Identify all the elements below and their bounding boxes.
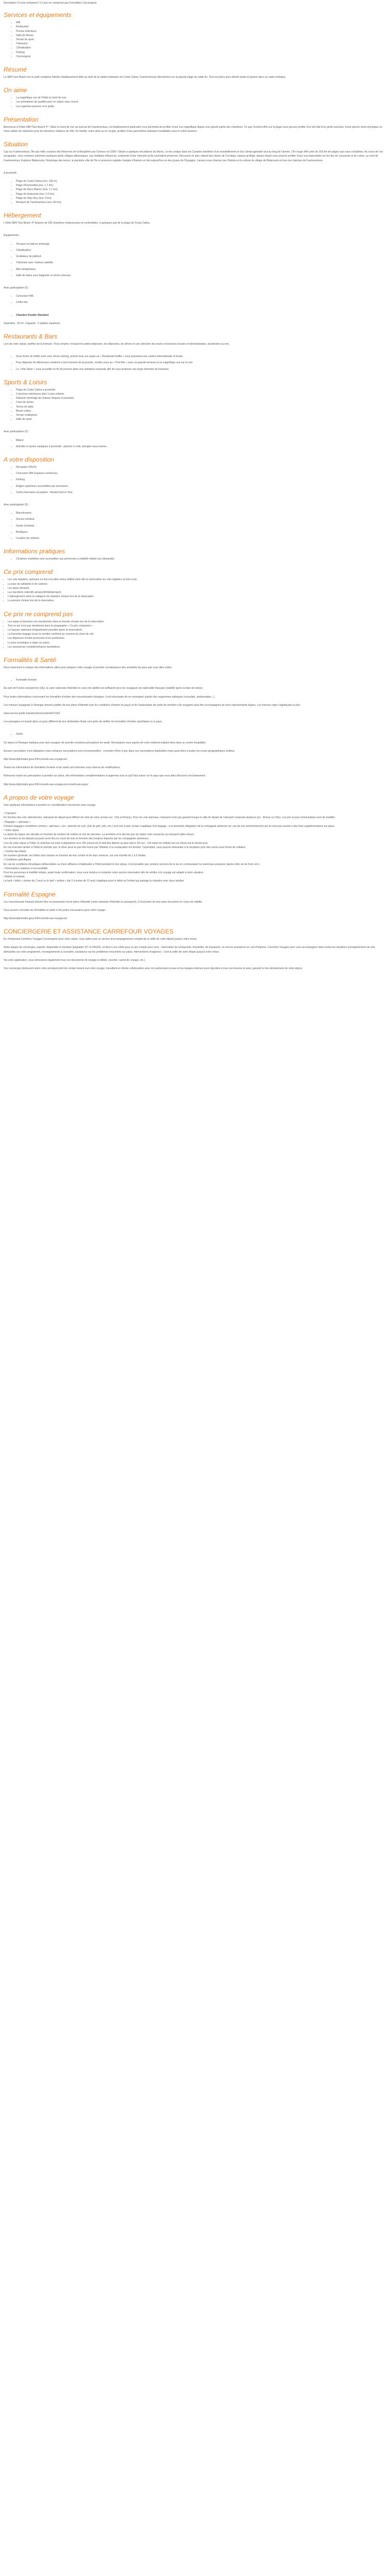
comprend-section	[4, 568, 387, 603]
list-item: • Les assurances complémentaires facultatives.	[8, 645, 387, 649]
list-item: • Plage de Viejo Rey (env. 5 km).	[16, 196, 387, 200]
hebergement-text: L'hôtel SBH Taro Beach 4* dispose de 293 chambres chaleureuses et confortables, à quelques pas de la plage de Costa Calma.	[4, 222, 151, 225]
presentation-title: Présentation	[4, 115, 39, 123]
propos-line: • Bébés et enfants	[4, 875, 25, 879]
formalite-espagne-p1: Les ressortissants français doivent être en possession d'une pièce d'identité (carte nationale d'identité ou passeport), à l'exclusion de tout autre document en cours de validité.	[4, 900, 203, 904]
resume-title: Résumé	[4, 66, 27, 74]
formalites-p5: Un séjour à l'étranger implique pour tout voyageur de prendre certaines précautions de santé. Renseignez-vous auprès de votre médecin traitant et/ou dans un centre hospitalier.	[4, 741, 206, 744]
restaurants-text: Lors de votre séjour, profitez de la formule «Tout compris» incluant les petits-déjeuners, les déjeuners, les dîners et une sélection de snacks et boissons locales et internationales, alcoolisées ou non.	[4, 342, 230, 346]
conciergerie-section	[4, 928, 387, 971]
ne-comprend-section	[4, 611, 387, 649]
page	[0, 0, 391, 971]
sports-list	[4, 388, 387, 422]
list-item: • Wifi	[16, 21, 387, 25]
propos-line: La durée du séjour est calculée en fonction du nombre de nuitées et non de journées. La première et le dernier jour du séjour sont consacrés au transport (aller-retour).	[4, 833, 195, 837]
formalites-p1: Au sein de l'Union européenne (UE), la carte nationale d'identité en cours de validité est suffisante pour les voyageurs de nationalité française (validité après la date de retour).	[4, 687, 204, 690]
list-item: • Les vols réguliers, spéciaux ou low-cost aller-retour (billets émis dès la réservation sur vols réguliers ou low-cost).	[8, 578, 387, 582]
sante-list	[4, 732, 387, 736]
list-item: • Plage de Risco Blanco (env. 1,7 km).	[16, 188, 387, 192]
formalite-espagne-title: Formalité Espagne	[4, 890, 56, 898]
resume-text: Le SBH Taro Beach est un petit complexe hôtelier (établissement tildé au style de la station balnéaire de Costa Calma, Fuerteventura) directement sur la grande plage de sable fin. Tout est prévu pour divertir petits et grands dans un cadre exotique.	[4, 76, 286, 79]
list-item: • Ventilateur de plafond.	[16, 255, 387, 259]
formalite-espagne-section	[4, 891, 387, 921]
aime-section	[4, 87, 387, 109]
propos-line: • Bagages « spéciaux »	[4, 820, 31, 824]
propos-line: En cas de conditions climatiques défavorables ou d'une affluence inhabituelle à l'hôtel pendant le bon séjour, il est possible que certains services de la vie en communauté ne soient pas proposés (après-midi, ski de fond, etc.).	[4, 862, 260, 866]
list-item: • Billard.	[16, 438, 387, 443]
situation-section	[4, 141, 387, 205]
aime-list	[4, 96, 387, 109]
list-item: • Sous forme de buffet varié avec show-cooking, prenez tous vos repas au « Restaurant buffet » vous proposant une cuisine internationale et locale.	[16, 354, 387, 359]
comprend-title: Ce prix comprend	[4, 568, 53, 576]
list-item: • 2 piscines extérieures dont 1 pour enfants.	[16, 392, 387, 396]
list-item: • La franchise bagage (souri le nombre confirmé au moment du choix de vol).	[8, 632, 387, 636]
list-item: • Service médical.	[16, 517, 387, 521]
list-item: • Certaines chambres sont accessibles aux personnes à mobilité réduite (sur demande).	[16, 557, 387, 561]
conciergerie-p2: Notre équipe de concierges, experte, disponible et humaine (joignable 7j/7 et 24h/24), se tient à vos côtés pour ce qui compte pour vous : réservation de restaurants, d'activités, de transports, ou encore assistance en cas d'imprévu. Carrefour Voyages pour vous accompagner dans toutes les situations (enregistrement de vols, demandes sur votre programme, renseignements à connaître, assistance sur les problèmes rencontrés sur place, interventions d'urgence) : c'est la veille de votre départ jusqu'à votre retour.	[4, 946, 376, 954]
list-item: • Connexion Wifi (espaces communs).	[16, 471, 387, 476]
list-item: • La taxe touristique à régler sur place.	[8, 641, 387, 645]
formalites-p7: Toutes les informations de formalités d'entrée et de santé sont données sous réserve de modifications.	[4, 766, 121, 770]
list-item: • Les repas et boissons non mentionnés dans la formule choisie lors de la réservation.	[8, 620, 387, 624]
list-item: • Parking	[16, 50, 387, 55]
proximite-label: A proximité :	[4, 171, 18, 175]
sports-title: Sports & Loisirs	[4, 378, 47, 386]
restaurants-title: Restaurants & Bars	[4, 332, 58, 340]
ne-comprend-title: Ce prix ne comprend pas	[4, 610, 73, 618]
list-item: • Plage d'Esmeralda (env. 1,7 km).	[16, 183, 387, 188]
formalite-espagne-link[interactable]: http://www.diplomatie.gouv.fr/fr/conseils-aux-voyageurs/	[4, 917, 68, 920]
chambre-text: Superficie : 20 m². Capacité : 2 adultes maximum.	[4, 321, 61, 325]
hebergement-paiement-list	[4, 294, 387, 304]
infos-section	[4, 548, 387, 561]
hebergement-section	[4, 212, 387, 326]
equip-label: Equipements :	[4, 234, 20, 238]
disposition-paiement-list	[4, 511, 387, 540]
list-item: • Les transferts collectifs aéroport/hôtel/aéroport.	[8, 590, 387, 595]
conciergerie-p4: Vos concierges demeurent alors votre principal point de contact durant tout votre voyage, travaillant en étroite collaboration avec nos partenaires locaux et les équipes internes pour répondre à tous vos besoins et ainsi, garantir le bon déroulement de votre séjour.	[4, 967, 303, 970]
list-item: • Conciergerie	[16, 55, 387, 59]
list-item: • Terrain de sport	[16, 38, 387, 42]
sports-paiement-list	[4, 438, 387, 449]
list-item: • Les taxes aéroport.	[8, 586, 387, 590]
list-item: • Terrain multisports.	[16, 413, 387, 417]
list-item: • Activités et sports nautiques à proximité : planche à voile, plongée sous-marine...	[16, 445, 387, 449]
list-item: • Les prestations de qualités pour un séjour sans soucis.	[16, 100, 387, 104]
disposition-list	[4, 465, 387, 495]
propos-line: Pour les personnes à mobilité réduite, avant toute confirmation, nous vous invitons à contacter notre service réservation afin de vérifier si le voyage est adapté à votre situation.	[4, 871, 204, 874]
propos-line: Les arrivées ou les départs pouvant avoir lieu en cours de nuit en fonction des horaires imposés par les compagnies aériennes.	[4, 837, 149, 841]
presentation-section	[4, 116, 387, 133]
chambre-list	[4, 313, 387, 317]
hebergement-title: Hébergement	[4, 212, 41, 219]
propos-p0: Voici quelques informations à prendre en considération concernant votre voyage.	[4, 803, 96, 807]
list-item: • Télévision	[16, 42, 387, 46]
list-item: • Mini-réfrigérateur.	[16, 267, 387, 272]
list-item: • Connexion Wifi.	[16, 294, 387, 298]
formalites-link3[interactable]: http://www.diplomatie.gouv.fr/fr/conseils-aux-voyageurs/conseils-par-pays/	[4, 783, 88, 786]
list-item: • L'hébergement selon la catégorie de chambre choisie lors de la réservation.	[8, 595, 387, 599]
ne-comprend-list	[4, 620, 387, 649]
list-item: • Réception 24h/24.	[16, 465, 387, 469]
list-item: • Terrasse ou balcon aménagé.	[16, 242, 387, 246]
services-list	[4, 21, 387, 59]
restaurants-list	[4, 354, 387, 371]
list-item: • Piscine extérieure	[16, 29, 387, 33]
list-item: • Etages supérieurs accessibles par ascenseur.	[16, 484, 387, 488]
disposition-paiement-label: Avec participation (€) :	[4, 503, 29, 506]
formalites-title: Formalités & Santé	[4, 656, 57, 664]
list-item: • Les superbes piscines et le jardin.	[16, 105, 387, 109]
list-item: • La taxe de solidarité et de carbone.	[8, 582, 387, 586]
propos-line: En fonction des vols sélectionnés, l'aéroport de départ peut différer de celui de votre arrivée (ex : Orly et Roissy). Pour les vols spéciaux, l'aéroport n'est pas garanti lorsque la ville de départ de l'aéroport comporte plusieurs (ex : Roissy ou Orly). Les prix et jours d'annulations sont de modifier.	[4, 816, 336, 820]
list-item: • Salle de sport.	[16, 417, 387, 421]
list-item: • La hausse carburant (réajustement possible après la réservation).	[8, 628, 387, 632]
list-item: • Location de voitures.	[16, 536, 387, 540]
propos-section	[4, 794, 387, 884]
formalites-p8: Retrouvez toutes les précautions à prendre sur place, des informations complémentaires et apprenez tout ce qu'il faut savoir sur le pays que vous allez découvrir prochainement :	[4, 774, 207, 778]
presentation-text: Bienvenue à l'hôtel SBH Taro Beach 4* ! Situé en bord de mer au sud-est de Fuerteventura, cet établissement particulier vous permettra de profiter d'une vue magnifique depuis une grande partie des chambres. Ce que l'endroit offre sur la plage vous pouvez profiter d'un bel état d'un jardin luxuriant, d'une piscine semi-olympique ou d'une station de vitamines pour les dernières chaleurs de l'été. En famille, entre amis ou en couple, profitez d'une parenthèse balnéaire inoubliable sous le soleil canarien.	[4, 125, 383, 133]
formalite-espagne-p2: Vous pouvez consulter les formalités et santé et de police nécessaires pour votre voyage :	[4, 908, 107, 912]
propos-line: • Confort des hôtels	[4, 850, 26, 853]
list-item: • Blanchisserie.	[16, 511, 387, 515]
propos-lines	[4, 811, 387, 883]
list-item: • Coffre-fort.	[16, 300, 387, 304]
hebergement-paiement-label: Avec participation (€) :	[4, 286, 29, 290]
list-item: • Climatisation	[16, 46, 387, 50]
propos-line: La lanif « bébé » (moins de 2 ans) ou le tarif « enfant » (de 2 à moins de 12 ans) s'applique pour le bébé ou l'enfant qui partage la chambre avec deux adultes.	[4, 879, 185, 883]
formalites-link2[interactable]: http://www.diplomatie.gouv.fr/fr/conseils-aux-voyageurs/	[4, 758, 68, 761]
list-item: • Salle de bains avec baignoire et sèche-cheveux.	[16, 274, 387, 278]
list-item: • Cartes bancaires acceptées : MasterCard et Visa.	[16, 490, 387, 495]
conciergerie-title: CONCIERGERIE ET ASSISTANCE CARREFOUR VOYAGES	[4, 928, 174, 936]
propos-line: Lors de votre séjour à l'hôtel, la chambre est mise à disposition vers 15h (check-in) et doit être libérée au plus tard à 11h (ex : 12h selon les hôtels) lors du check-out le dernier jour.	[4, 841, 208, 845]
services-title: Services et équipements	[4, 11, 72, 19]
propos-line: • Transport	[4, 812, 17, 816]
list-item: • Tout ce qui n'est pas mentionné dans le paragraphe « Ce prix comprend ».	[8, 624, 387, 628]
restaurants-section	[4, 333, 387, 371]
formalites-p3: Les mineurs voyageant à l'étranger doivent justifier de leur pièce d'identité (voir les conditions d'entrée du pays) et de l'autorisation de sortie de territoire s'ils voyagent sans être accompagnés de leurs représentants légaux. Les mineurs rigés s'appliquant ou liés.	[4, 703, 301, 707]
formalites-section	[4, 656, 387, 787]
propos-line: • Informations relatives à l'accessibilité	[4, 867, 48, 870]
comprend-list	[4, 578, 387, 603]
list-item: • Plage de Costa Calma (env. 100 m).	[16, 179, 387, 183]
formalites-list	[4, 678, 387, 682]
proximite-list	[4, 179, 387, 205]
infos-list	[4, 557, 387, 561]
list-item: • Télévision avec chaînes satellite.	[16, 261, 387, 265]
situation-title: Situation	[4, 141, 28, 148]
list-item: • Climatisation.	[16, 248, 387, 252]
propos-line: • Conditions spécifiques	[4, 858, 31, 862]
formalites-p6: Aucune vaccination n'est obligatoire mais certaines vaccinations sont recommandées ; consulter d'être à jour dans vos vaccinations habituelles mais aussi liées à toutes les zones géographiques visitées.	[4, 749, 235, 753]
formalites-p2: Pour toutes informations concernant les formalités d'entrée des ressortissants étrangers, il est nécessaire de se renseigner auprès des organismes adéquats (consulats, ambassades...).	[4, 695, 215, 699]
disposition-title: A votre disposition	[4, 455, 54, 463]
list-item: • Le « Bar Salon » vous accueille en fin de journée dans une ambiance musicale afin de vous proposer une large sélection de boissons.	[16, 367, 387, 371]
list-item: • Les dépenses d'ordre personnel et les pourboires.	[8, 636, 387, 640]
propos-line: De manière générale, les hôtels sont classés en fonction de leur confort et de leurs services, sur une échelle de 1 à 5 étoiles.	[4, 854, 146, 858]
list-item: • Boutiques.	[16, 530, 387, 534]
disposition-section	[4, 456, 387, 540]
list-item: • Pour déguster de délicieuses créations à tout moment de la journée, rendez-vous au « Pool Bar » avec sa grande terrasse et sa magnifique vue sur la mer.	[16, 361, 387, 365]
list-item: • Parking.	[16, 478, 387, 482]
list-item: • Restaurant	[16, 25, 387, 29]
aime-title: On aime	[4, 87, 27, 94]
list-item: • Beach-volley.	[16, 409, 387, 413]
propos-title: A propos de votre voyage	[4, 793, 74, 801]
list-item: • Solarium aménagé de chaises longues et parasols.	[16, 396, 387, 400]
propos-line: Certains bagages considérés comme « spéciaux » (ex : planche de surf, club de golf, vélo, etc.) sont mis à part, la taxe s'applique d'un bagage ; à la demande obligatoire de la compagnie aérienne (en cas de non-acheminement) qui ne sont pas soumis à des frais supplémentaires sur place.	[4, 824, 335, 828]
sports-section	[4, 379, 387, 449]
resume-section	[4, 66, 387, 79]
services-section	[4, 11, 387, 59]
infos-title: Informations pratiques	[4, 548, 65, 555]
list-item: • Plage de Sotavento (env. 2,5 km).	[16, 192, 387, 196]
list-item: • La magnifique vue de l'hôtel en bord de mer.	[16, 96, 387, 100]
formalites-link1[interactable]: www.service-public.fr/particuliers/vosdroits/F1922	[4, 712, 60, 716]
list-item: • Plage de Costa Calma à proximité.	[16, 388, 387, 392]
equip-list	[4, 242, 387, 278]
propos-line: • Votre séjour	[4, 828, 19, 832]
list-item: • Tennis de table.	[16, 405, 387, 409]
list-item: • Aéroport de Fuerteventura (env. 66 km).	[16, 200, 387, 205]
list-item: • Formalité d'entrée	[16, 678, 387, 682]
sports-paiement-label: Avec participation (€) :	[4, 430, 29, 434]
list-item: • Garde d'enfants.	[16, 524, 387, 528]
conciergerie-p3: Via votre application, vous retrouverez également tous vos documents de voyage (e-billets, voucher, carnet de voyage, etc.).	[4, 958, 146, 962]
formalites-text: Nous traversons à chaque des informations utiles pour préparer votre voyage et prendre connaissance des actualités du pays que vous allez visiter.	[4, 666, 173, 670]
formalites-p4: Les passagers en transit dans un pays différent de leur destination finale sont priés de vérifier les formalités d'entrée spécifiques à ce pays.	[4, 720, 162, 724]
situation-text: Cap sur Fuerteventura, l'île aux mille couleurs des Réserves de la Biosphère par l'Unesco en 2009 ! Située à quelques encablures du Maroc, ce lieu unique dans les Canaries bénéficie d'un ensoleillement et d'un climat agréable tout au long de l'année. L'île rouge offre près de 150 km de plages aux eaux cristallines. Au cours de vos escapades, vous croiserez sûrement quelques petits villages pittoresques, aux multiples influences, empreints d'une mémoire qu'ils souhaitent préserver. Découvrez le parc naturel des dunes de Corralejo, espace protégé, depuis lequel vous pourrez profiter d'une vue imprenable sur les îles de Lanzarote et de Lobos, au nord de Fuerteventura. Explorez Betancuria, l'historique des terres, la première ville de l'île et ancienne capitale chargée d'histoire en fait aujourd'hui un des joyaux de l'Espagne. Laissez-vous charmer par l'histoire et la culture du village de Betancuria et tous les charmes de Fuerteventura.	[4, 150, 383, 162]
intro-tabs-text: Description Ce prix comprend / Ce prix ne comprend pas Formalités Conciergerie	[4, 2, 97, 5]
conciergerie-p1: En choisissant Carrefour Voyages Conciergerie pour votre séjour, vous optez pour un service d'accompagnement complet de la veille de votre départ jusqu'à votre retour.	[4, 938, 198, 941]
propos-line: En cas d'arrivée tardive à l'hôtel le premier jour, le dîner peut ne pas être fourni par l'hôtelier si la restauration est fermée. Cependant, vous pourrez demander à la réception pour être servis sous forme de collation.	[4, 845, 247, 849]
chambre-title: • Chambre Double Standard	[16, 313, 387, 317]
list-item: • Santé	[16, 732, 387, 736]
list-item: • Salle de fitness	[16, 33, 387, 38]
list-item: • La pension choisie lors de la réservation.	[8, 599, 387, 603]
list-item: • Court de tennis.	[16, 400, 387, 404]
